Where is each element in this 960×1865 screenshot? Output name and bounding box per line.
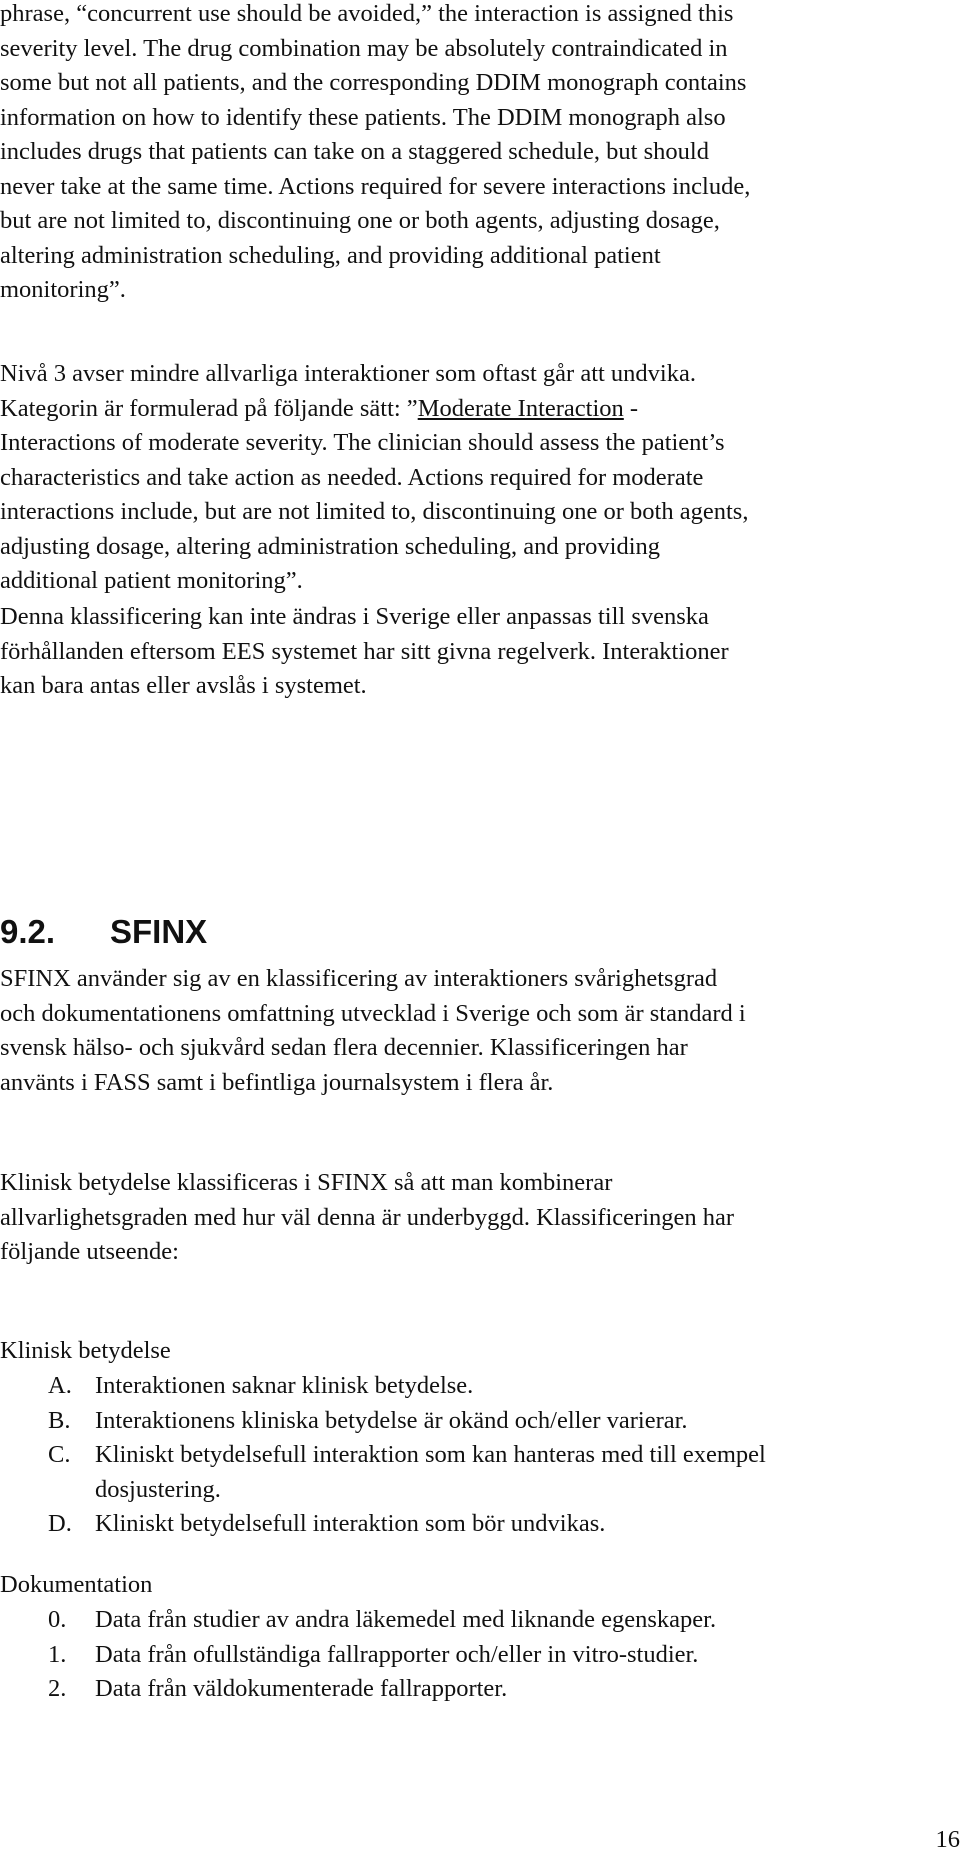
- list-marker: D.: [48, 1510, 72, 1537]
- list-item: [0, 1672, 954, 1707]
- text-line: includes drugs that patients can take on a staggered schedule, but should: [0, 138, 709, 165]
- list-item-text: Interaktionen saknar klinisk betydelse.: [95, 1372, 474, 1399]
- list-marker: A.: [48, 1372, 72, 1399]
- text-line: but are not limited to, discontinuing one or both agents, adjusting dosage,: [0, 207, 720, 234]
- intro-paragraph: [0, 0, 954, 308]
- text-line: adjusting dosage, altering administration scheduling, and providing: [0, 532, 661, 560]
- sfinx-paragraph: [0, 962, 954, 1100]
- text-line: och dokumentationens omfattning utvecklad i Sverige och som är standard i: [0, 999, 746, 1027]
- text-line: phrase, “concurrent use should be avoided,” the interaction is assigned this: [0, 0, 734, 27]
- section-title: SFINX: [110, 913, 208, 950]
- text-line: förhållanden eftersom EES systemet har sitt givna regelverk. Interaktioner: [0, 637, 729, 665]
- text-line: some but not all patients, and the corresponding DDIM monograph contains: [0, 69, 747, 96]
- level3-paragraph: [0, 357, 954, 599]
- text-line: monitoring”.: [0, 276, 126, 303]
- text-line: kan bara antas eller avslås i systemet.: [0, 672, 367, 699]
- text-line: Interactions of moderate severity. The clinician should assess the patient’s: [0, 429, 725, 456]
- list-item: [0, 1438, 954, 1507]
- list-item-text: Data från studier av andra läkemedel med liknande egenskaper.: [95, 1606, 717, 1633]
- text-line: Nivå 3 avser mindre allvarliga interaktioner som oftast går att undvika.: [0, 360, 696, 387]
- list-marker: 2.: [48, 1675, 67, 1702]
- text-line: SFINX använder sig av en klassificering av interaktioners svårighetsgrad: [0, 965, 718, 992]
- list-item-text: Data från ofullständiga fallrapporter och/eller in vitro-studier.: [95, 1640, 699, 1668]
- moderate-interaction-term: Moderate Interaction: [417, 394, 624, 422]
- list-item: [0, 1404, 954, 1439]
- list-marker: 0.: [48, 1606, 67, 1633]
- text-line: interactions include, but are not limited to, discontinuing one or both agents,: [0, 498, 749, 525]
- list-item: [0, 1507, 954, 1542]
- text-line: altering administration scheduling, and providing additional patient: [0, 241, 661, 269]
- documentation-list-title: Dokumentation: [0, 1571, 153, 1598]
- text-fragment: Kategorin är formulerad på följande sätt: ”: [0, 394, 418, 422]
- list-item: [0, 1369, 954, 1404]
- clinical-paragraph: [0, 1166, 954, 1270]
- text-line: never take at the same time. Actions required for severe interactions include,: [0, 172, 751, 200]
- list-item-text: Interaktionens kliniska betydelse är okänd och/eller varierar.: [95, 1406, 688, 1434]
- text-line: Klinisk betydelse klassificeras i SFINX så att man kombinerar: [0, 1169, 613, 1196]
- list-marker: B.: [48, 1406, 71, 1434]
- section-number: 9.2.: [0, 913, 56, 950]
- text-line: allvarlighetsgraden med hur väl denna är underbyggd. Klassificeringen har: [0, 1203, 735, 1231]
- text-line: [0, 392, 954, 427]
- text-line: Denna klassificering kan inte ändras i Sverige eller anpassas till svenska: [0, 603, 709, 630]
- documentation-list: [0, 1603, 954, 1707]
- text-line: följande utseende:: [0, 1238, 179, 1265]
- classification-paragraph: [0, 600, 954, 704]
- text-line: characteristics and take action as needed. Actions required for moderate: [0, 463, 704, 491]
- text-line: svensk hälso- och sjukvård sedan flera decennier. Klassificeringen har: [0, 1034, 688, 1061]
- list-item: [0, 1603, 954, 1638]
- clinical-list: [0, 1369, 954, 1542]
- text-line: använts i FASS samt i befintliga journalsystem i flera år.: [0, 1068, 554, 1096]
- list-marker: 1.: [48, 1640, 67, 1668]
- section-heading: [0, 912, 207, 952]
- list-item-text: Kliniskt betydelsefull interaktion som bör undvikas.: [95, 1510, 606, 1537]
- list-item-text: dosjustering.: [95, 1475, 221, 1503]
- page-number: 16: [935, 1826, 960, 1853]
- text-line: additional patient monitoring”.: [0, 567, 303, 594]
- list-item-text: Data från väldokumenterade fallrapporter.: [95, 1675, 508, 1702]
- list-item-text: Kliniskt betydelsefull interaktion som kan hanteras med till exempel: [95, 1441, 766, 1468]
- list-marker: C.: [48, 1441, 71, 1468]
- text-line: severity level. The drug combination may be absolutely contraindicated in: [0, 34, 728, 62]
- clinical-list-title: Klinisk betydelse: [0, 1337, 171, 1364]
- text-line: information on how to identify these patients. The DDIM monograph also: [0, 103, 726, 131]
- list-item: [0, 1638, 954, 1673]
- text-fragment: -: [623, 394, 639, 422]
